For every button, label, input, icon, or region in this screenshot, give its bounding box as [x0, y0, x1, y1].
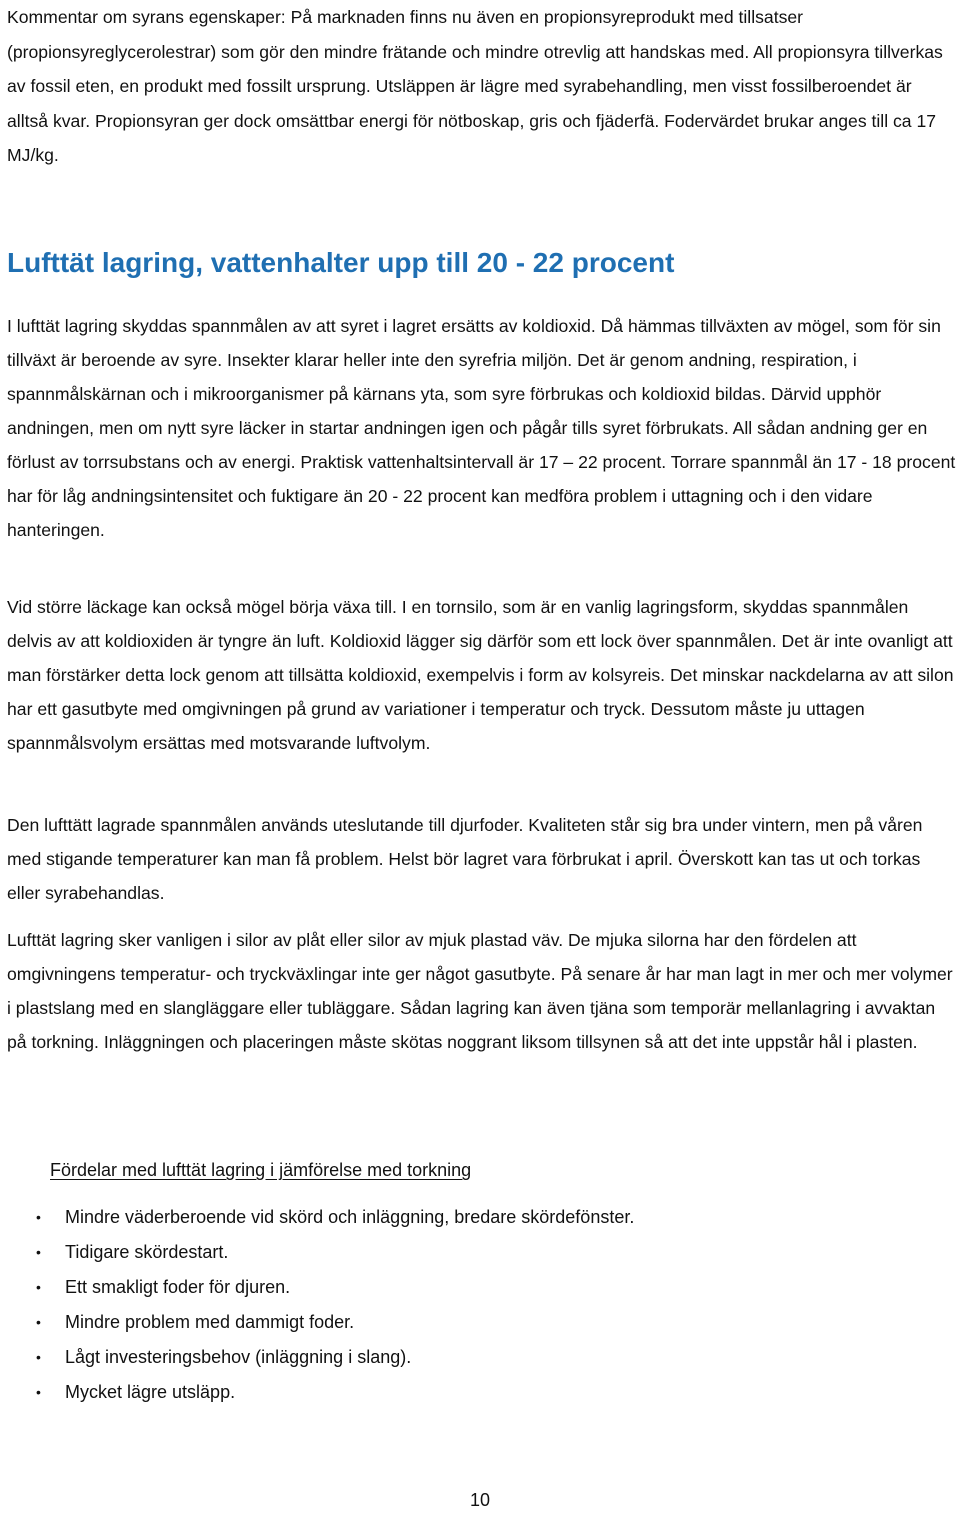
advantages-subheading: Fördelar med lufttät lagring i jämförelse med torkning — [50, 1160, 472, 1180]
list-item: • Mycket lägre utsläpp. — [0, 1375, 634, 1410]
paragraph-usage: Den lufttätt lagrade spannmålen används uteslutande till djurfoder. Kvaliteten står sig bra under vintern, men på våren med stigande temperaturer kan man få problem. Helst bör lagret vara förbrukat i april. Överskott kan tas ut och torkas eller syrabehandlas. — [7, 815, 923, 903]
bullet-icon: • — [36, 1209, 41, 1225]
advantages-list — [0, 1200, 634, 1410]
bullet-icon: • — [36, 1279, 41, 1295]
section-heading: Lufttät lagring, vattenhalter upp till 20 - 22 procent — [7, 247, 675, 278]
list-item: • Tidigare skördestart. — [0, 1235, 634, 1270]
page-number: 10 — [469, 1490, 491, 1510]
intro-paragraph: Kommentar om syrans egenskaper: På marknaden finns nu även en propionsyreprodukt med tillsatser (propionsyreglycerolestrar) som gör den mindre frätande och mindre otrevlig att handskas med. All propionsyra tillverkas av fossil eten, en produkt med fossilt ursprung. Utsläppen är lägre med syrabehandling, men visst fossilberoendet är alltså kvar. Propionsyran ger dock omsättbar energi för nötboskap, gris och fjäderfä. Fodervärdet brukar anges till ca 17 MJ/kg. — [7, 7, 943, 165]
paragraph-silos: Lufttät lagring sker vanligen i silor av plåt eller silor av mjuk plastad väv. De mjuka silorna har den fördelen att omgivningens temperatur- och tryckväxlingar inte ger något gasutbyte. På senare år har man lagt in mer och mer volymer i plastslang med en slangläggare eller tubläggare. Sådan lagring kan även tjäna som temporär mellanlagring i avvaktan på torkning. Inläggningen och placeringen måste skötas noggrant liksom tillsynen så att det inte uppstår hål i plasten. — [7, 930, 953, 1052]
list-item: • Mindre väderberoende vid skörd och inläggning, bredare skördefönster. — [0, 1200, 634, 1235]
paragraph-leakage: Vid större läckage kan också mögel börja växa till. I en tornsilo, som är en vanlig lagringsform, skyddas spannmålen delvis av att koldioxiden är tyngre än luft. Koldioxid lägger sig därför som ett lock över spannmålen. Det är inte ovanligt att man förstärker detta lock genom att tillsätta koldioxid, exempelvis i form av kolsyreis. Det minskar nackdelarna av att silon har ett gasutbyte med omgivningen på grund av variationer i temperatur och tryck. Dessutom måste ju uttagen spannmålsvolym ersättas med motsvarande luftvolym. — [7, 597, 954, 753]
list-item: • Mindre problem med dammigt foder. — [0, 1305, 634, 1340]
list-item: • Ett smakligt foder för djuren. — [0, 1270, 634, 1305]
bullet-icon: • — [36, 1244, 41, 1260]
bullet-icon: • — [36, 1349, 41, 1365]
list-item: • Lågt investeringsbehov (inläggning i slang). — [0, 1340, 634, 1375]
paragraph-respiration: I lufttät lagring skyddas spannmålen av att syret i lagret ersätts av koldioxid. Då hämmas tillväxten av mögel, som för sin tillväxt är beroende av syre. Insekter klarar heller inte den syrefria miljön. Det är genom andning, respiration, i spannmålskärnan och i mikroorganismer på kärnans yta, som syre förbrukas och koldioxid bildas. Därvid upphör andningen, men om nytt syre läcker in startar andningen igen och pågår tills syret förbrukats. All sådan andning ger en förlust av torrsubstans och av energi. Praktisk vattenhaltsintervall är 17 – 22 procent. Torrare spannmål än 17 - 18 procent har för låg andningsintensitet och fuktigare än 20 - 22 procent kan medföra problem i uttagning och i den vidare hanteringen. — [7, 316, 956, 540]
bullet-icon: • — [36, 1384, 41, 1400]
bullet-icon: • — [36, 1314, 41, 1330]
